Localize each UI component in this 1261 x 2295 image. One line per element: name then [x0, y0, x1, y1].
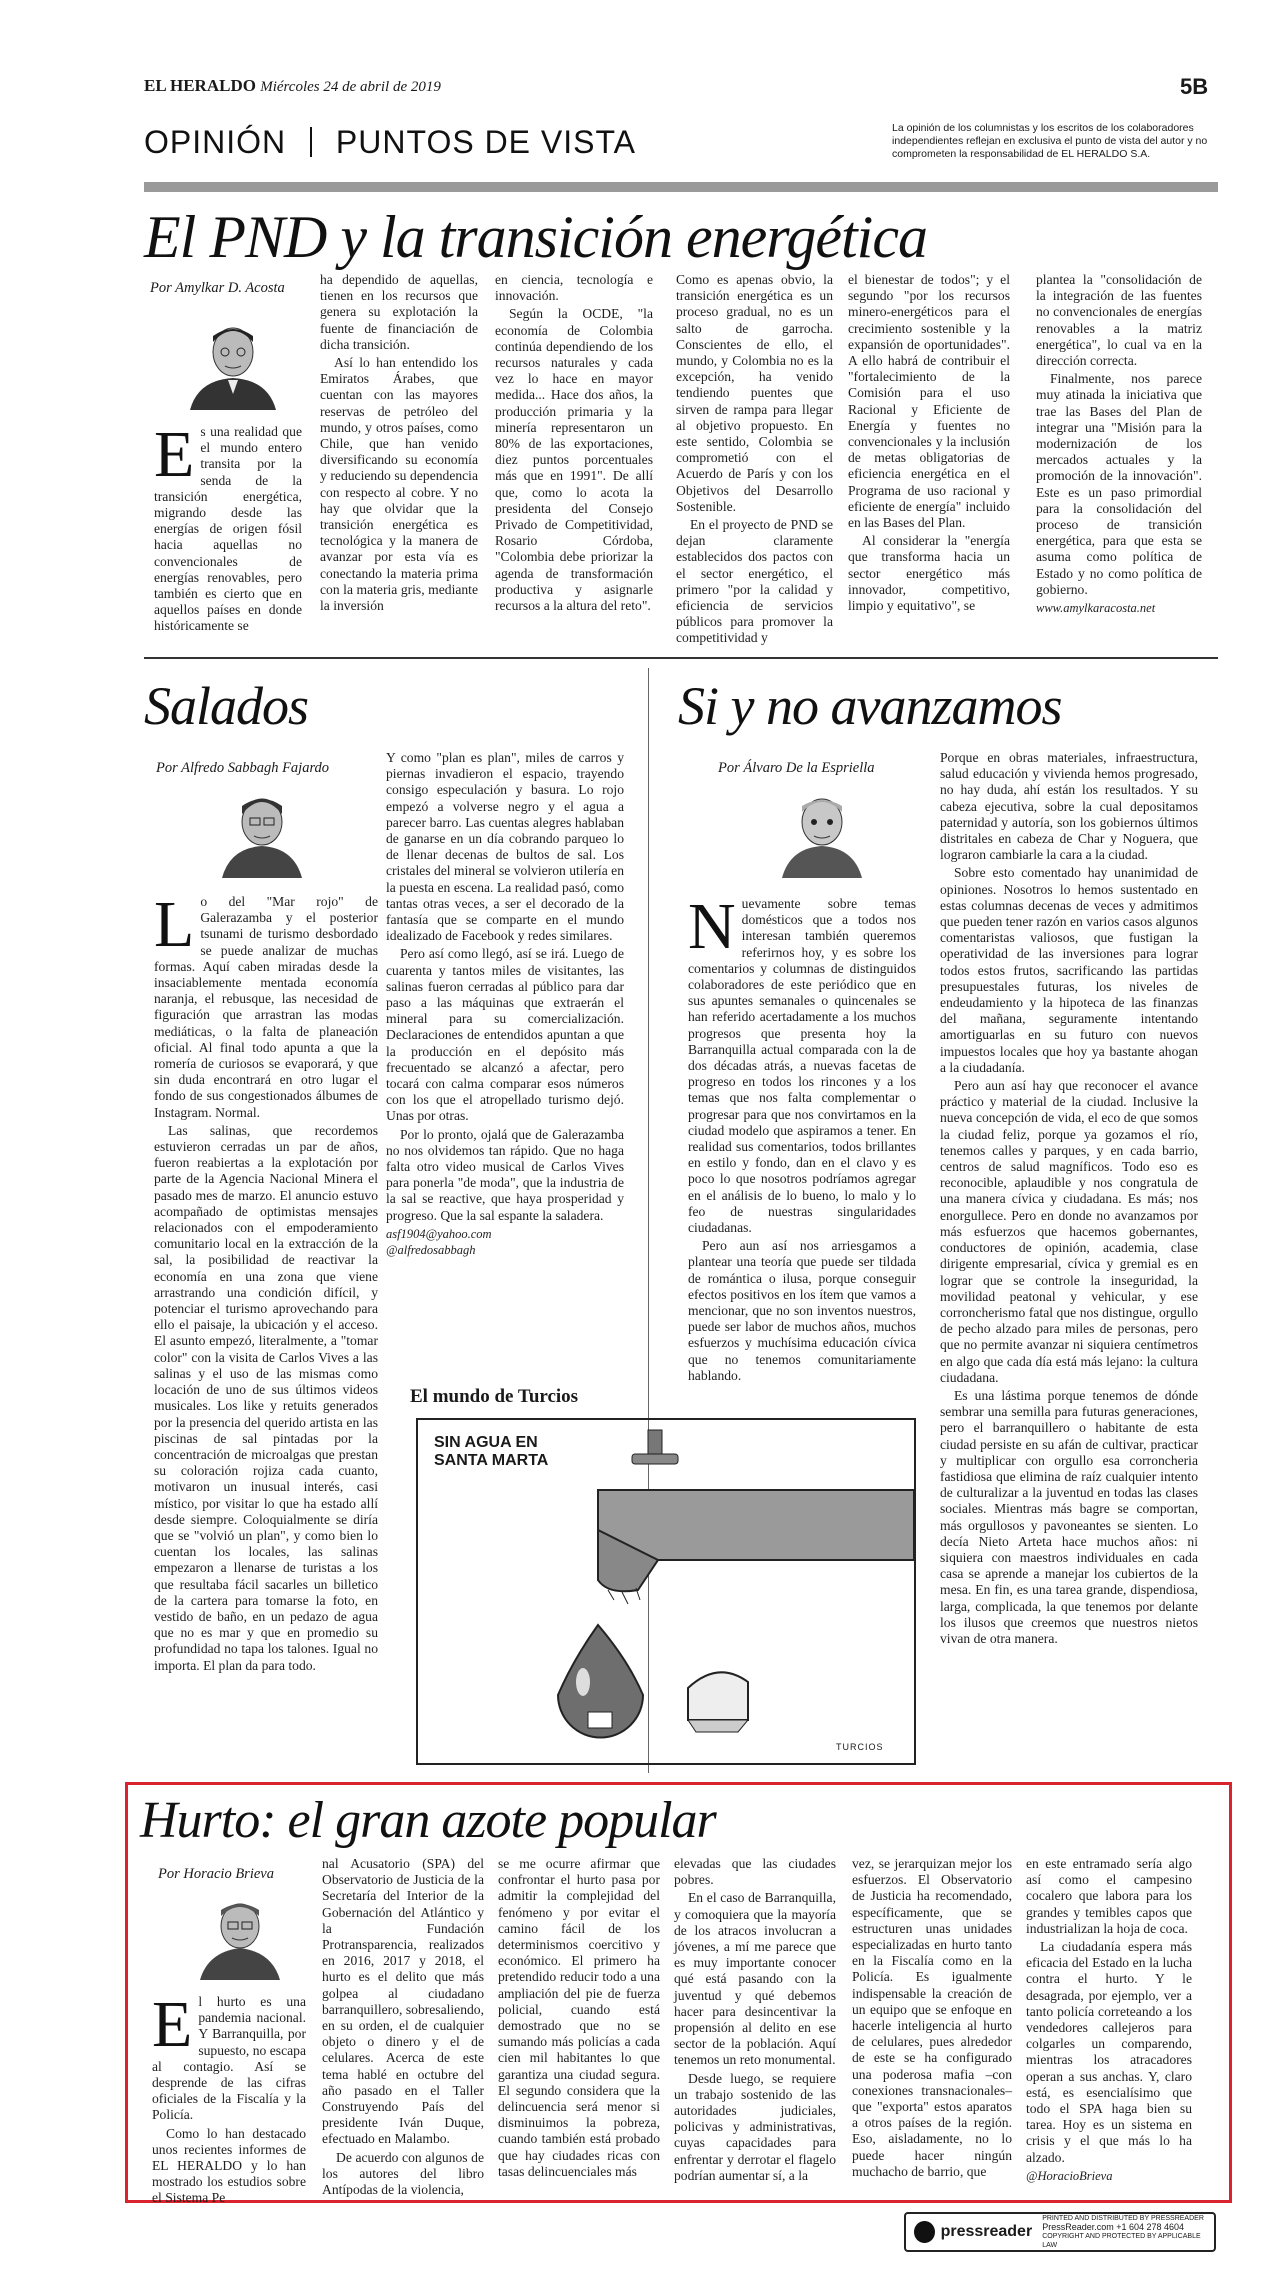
column-1	[154, 888, 378, 1676]
brand-line: PressReader.com +1 604 278 4604	[1042, 2222, 1185, 2232]
faucet-cartoon	[418, 1420, 914, 1763]
paragraph: vez, se jerarquizan mejor los esfuerzos. El Observatorio de Justicia ha recomendado, específicamente, que se estructuren unas unidades especializadas en hurto tanto en la Fiscalía como en la Policía. Es igualmente indispensable la creación de un equipo que se enfoque en hacerle inteligencia al hurto de celulares, pues alrededor de este se ha configurado una poderosa mafia –con conexiones transnacionales– que "exporta" estos aparatos a otros países de la región. Eso, aisladamente, no lo puede hacer ningún muchacho de barrio, que	[852, 1856, 1012, 2179]
section-title	[144, 124, 636, 161]
paragraph: Pero aun así hay que reconocer el avance práctico y material de la ciudad. Inclusive la nueva concepción de vida, el eco de que somos la ciudad feliz, porque ya gozamos el río, tenemos calles y parques, y en cada barrio, centros de salud magníficos. Todo eso es reconocible, aplaudible y nos congratula de una manera cívica y ciudadana. Es más; nos enorgullece. Pero en donde no avanzamos por más esfuerzos que hacemos gobernantes, conductores de opinión, academia, clase dirigente empresarial, cívica y gremial es en lograr que se controle la inseguridad, la movilidad peatonal y vehicular, y ese corroncherismo fatal que nos distingue, orgullo de pecho alzado para miles de personas, pero que no permite avanzar ni siquiera centímetros en algo que cada día está más lejano: la cultura ciudadana.	[940, 1078, 1198, 1385]
section-puntos: PUNTOS DE VISTA	[335, 124, 636, 160]
paragraph: en ciencia, tecnología e innovación.	[495, 272, 653, 304]
author-photo	[190, 1888, 290, 1980]
paragraph: Las salinas, que recordemos estuvieron cerradas un par de años, fueron reabiertas a la explotación por parte de la Agencia Nacional Minera el pasado mes de marzo. El anuncio estuvo acompañado de optimistas mensajes relacionados con el empoderamiento comunitario local en la extracción de la sal, la posibilidad de reactivar la economía en una zona que viene arrastrando una condición difícil, y potenciar el turismo aprovechando para ello el paisaje, la ubicación y el acceso. El asunto empezó, literalmente, a "tomar color" con la visita de Carlos Vives a las salinas y el uso de las mismas como locación de uno de sus últimos videos musicales. Los like y retuits generados por la presencia del querido artista en las piscinas de sal pintadas por la concentración de microalgas que prestan su coloración rojiza cada cuanto, motivaron un inusual interés, casi místico, por visitar lo que ha estado allí desde siempre. Coloquialmente se diría que se "volvió un plan", y como bien lo cuentan los locales, las salinas empezaron a llenarse de turistas a los que resultaba fácil sacarles un billetico de la cartera para tomarse la foto, en vestido de baño, en un pedazo de agua que no es mar y que en promedio su profundidad no tapa los talones. Igual no importa. El plan da para todo.	[154, 1122, 378, 1673]
article-title: El PND y la transición energética	[144, 204, 927, 270]
paragraph: nal Acusatorio (SPA) del Observatorio de Justicia de la Secretaría del Interior de la Gobernación del Atlántico y la Fundación Protransparencia, realizados en 2016, 2017 y 2018, el hurto es el delito que más golpea al ciudadano barranquillero, sobresaliendo, en su orden, el de cualquier objeto o dinero y el de celulares. Acerca de este tema hablé en octubre del año pasado en el Taller Construyendo País del presidente Iván Duque, efectuado en Malambo.	[322, 1856, 484, 2147]
issue-date: Miércoles 24 de abril de 2019	[260, 79, 441, 95]
paragraph: Como lo han destacado unos recientes informes de EL HERALDO y lo han mostrado los estudios sobre el Sistema Pe	[152, 2125, 306, 2206]
paragraph: elevadas que las ciudades pobres.	[674, 1856, 836, 1888]
column-4	[676, 272, 833, 649]
column-6	[1036, 272, 1202, 616]
cartoon-signature: TURCIOS	[836, 1742, 884, 1752]
author-photo	[212, 782, 312, 878]
masthead	[144, 76, 441, 96]
cartoon-caption: SIN AGUA EN SANTA MARTA	[434, 1434, 549, 1469]
column-2	[386, 750, 624, 1258]
column-4	[674, 1856, 836, 2186]
author-handle: @HoracioBrieva	[1026, 2168, 1113, 2183]
column-3	[498, 1856, 660, 2182]
column-5	[852, 1856, 1012, 2182]
pressreader-badge[interactable]	[904, 2212, 1216, 2252]
paragraph: Así lo han entendido los Emiratos Árabes, que cuentan con las mayores reservas de petróleo del mundo, y otros países, como Chile, que han venido diversificando su economía y reduciendo su dependencia con respecto al cobre. Y no hay que olvidar que la transición energética es tecnológica y la manera de avanzar por esta vía es conectando la materia prima con la materia gris, mediante la inversión	[320, 355, 478, 614]
byline: Por Amylkar D. Acosta	[150, 280, 285, 296]
brand-name: pressreader	[940, 2223, 1033, 2240]
column-1	[152, 1988, 306, 2209]
article-rule	[144, 657, 1218, 659]
paragraph: se me ocurre afirmar que confrontar el hurto pasa por admitir la complejidad del fenómeno y por evitar el camino fácil de los determinismos coercitivo y económico. El primero ha pretendido reducir todo a una ampliación del pie de fuerza policial, cuando está demostrado que no se sumando más policías a cada cien mil habitantes lo que garantiza una ciudad segura. El segundo considera que la delincuencia será menor si disminuimos la pobreza, cuando también está probado que hay ciudades ricas con tasas delincuenciales más	[498, 1856, 660, 2179]
header-rule	[144, 182, 1218, 192]
disclaimer: La opinión de los columnistas y los escritos de los colaboradores independientes reflejan en exclusiva el punto de vista del autor y no comprometen la responsabilidad de EL HERALDO S.A.	[892, 122, 1208, 160]
pressreader-logo	[914, 2221, 935, 2243]
cartoon-frame	[416, 1418, 916, 1765]
paragraph: La ciudadanía espera más eficacia del Estado en la lucha contra el hurto. Y le desagrada, por ejemplo, ver a tanto policía correteando a los vendedores callejeros para colgarles un comparendo, mientras los atracadores operan a sus anchas. Y, claro está, es esencialísimo que todo el SPA haga bien su tarea. Hoy es un sistema en crisis y el que más lo ha alzado.	[1026, 1939, 1192, 2165]
paragraph: plantea la "consolidación de la integración de las fuentes no convencionales de energías renovables a la matriz energética", lo cual va en la dirección correcta.	[1036, 272, 1202, 369]
column-1	[688, 890, 916, 1386]
paragraph: Sobre esto comentado hay unanimidad de opiniones. Nosotros lo hemos sustentado en estas columnas decenas de veces y admitimos que pueden tener razón en varios casos algunos comentaristas valiosos, que fustigan la operatividad de las inversiones para lograr todos estos frutos, sacrificando las partidas presupuestales futuras, los niveles de endeudamiento y la hipoteca de las finanzas del mañana, seguramente intentando amortiguarlas en su futuro con nuevos impuestos locales que hoy ya bastante ahogan a la ciudadanía.	[940, 865, 1198, 1075]
author-photo	[772, 782, 872, 878]
paragraph: Finalmente, nos parece muy atinada la iniciativa que trae las Bases del Plan de integrar una "Misión para la modernización de los mercados actuales y la promoción de la innovación". Este es un paso primordial para la consolidación del proceso de transición energética, para que esta se asuma como política de Estado y no como política de gobierno.	[1036, 371, 1202, 597]
column-3	[495, 272, 653, 616]
paragraph: Como es apenas obvio, la transición energética es un proceso gradual, no es un salto de garrocha. Conscientes de ello, el mundo, y Colombia no es la excepción, ha venido tendiendo puentes que sirven de rampa para llegar al objetivo propuesto. En este sentido, Colombia se comprometió con el Acuerdo de París y con los Objetivos del Desarrollo Sostenible.	[676, 272, 833, 514]
author-handle: @alfredosabbagh	[386, 1243, 476, 1258]
paragraph: En el proyecto de PND se dejan claramente establecidos dos pactos con el sector energético, el primero "por la calidad y eficiencia de servicios públicos para promover la competitividad y	[676, 517, 833, 646]
paragraph: Pero aun así nos arriesgamos a plantear una teoría que puede ser tildada de romántica o ilusa, porque conseguir efectos positivos en los ítem que vamos a mencionar, que no son inventos nuestros, puede ser labor de muchos años, muchos esfuerzos y muchísima educación cívica que no tenemos comunitariamente hablando.	[688, 1238, 916, 1383]
paragraph: Según la OCDE, "la economía de Colombia continúa dependiendo de los recursos naturales y cada vez lo hace en mayor medida... Hace dos años, la producción primaria y la minería representaron un 80% de las exportaciones, diez puntos porcentuales más que en 1991". De allí que, como lo acota la presidenta del Consejo Privado de Competitividad, Rosario Córdoba, "Colombia debe priorizar la agenda de transformación productiva y asignarle recursos a la altura del reto".	[495, 306, 653, 614]
paragraph: Desde luego, se requiere un trabajo sostenido de las autoridades judiciales, policivas y administrativas, cuyas capacidades para enfrentar y derrotar el flagelo podrían aumentar sí, a la	[674, 2070, 836, 2183]
section-opinion: OPINIÓN	[144, 124, 287, 160]
cartoon-title: El mundo de Turcios	[410, 1386, 579, 1407]
paper-name: EL HERALDO	[144, 76, 256, 95]
column-2	[940, 750, 1198, 1649]
article-title: Hurto: el gran azote popular	[140, 1792, 716, 1849]
paragraph: Pero así como llegó, así se irá. Luego de cuarenta y tantos miles de visitantes, las salinas fueron cerradas al público para dar paso a las máquinas que extraerán el mineral para su comercialización. Declaraciones de entendidos apuntan a que la producción en el depósito más frecuentado se alcanzó a afectar, pero tocará con calma comparar esos números con los que el atropellado turismo dejó. Unas por otras.	[386, 946, 624, 1124]
page-number: 5B	[1180, 74, 1209, 99]
paragraph: o del "Mar rojo" de Galerazamba y el posterior tsunami de turismo desbordado se puede analizar de muchas formas. Aquí caben miradas desde la insaciablemente mentada economía naranja, el rebusque, las necesidad de figuración que arrastran las modas mediáticas, o la falta de planeación oficial. Al final todo apunta a que la romería de curiosos se evaporará, y que sin duda encontrará en otro lugar el fondo de sus congestionados álbumes de Instagram. Normal.	[154, 894, 378, 1120]
author-url: www.amylkaracosta.net	[1036, 601, 1156, 616]
paragraph: Al considerar la "energía que transforma hacia un sector energético más innovador, competitivo, limpio y equitativo", se	[848, 533, 1010, 614]
byline: Por Alfredo Sabbagh Fajardo	[156, 760, 330, 776]
paragraph: s una realidad que el mundo entero transita por la senda de la transición energética, migrando desde las energías de origen fósil hacia aquellas no convencionales de energías renovables, pero también es cierto que en aquellos países en donde históricamente se	[154, 424, 302, 634]
paragraph: uevamente sobre temas domésticos que a todos nos interesan también queremos referirnos hoy, y es sobre los comentarios y columnas de distinguidos colaboradores de este periódico que en sus apuntes semanales o quincenales se han referido acertadamente a los muchos progresos que presenta hoy la Barranquilla actual comparada con la de dos décadas atrás, a nuevas facetas de progreso en todos los rincones y a los temas que nos falta complementar o progresar para que nos convirtamos en la ciudad modelo que aspiramos a tener. En realidad sus comentarios, todos brillantes en estilo y fondo, dan en el clavo y es poco lo que nosotros podríamos agregar en el análisis de lo bueno, lo malo y lo feo de nuestras singularidades ciudadanas.	[688, 896, 916, 1236]
brand-line: COPYRIGHT AND PROTECTED BY APPLICABLE LAW	[1042, 2233, 1201, 2249]
paragraph: Es una lástima porque tenemos de dónde sembrar una semilla para futuras generaciones, pero el barranquillero o habitante de esta ciudad persiste en su afán de cultivar, practicar y multiplicar con orgullo esa corroncheria fastidiosa que elimina de raíz cualquier intento de culturalizar a la juventud en todas las clases sociales. Mientras más bagre se comportan, más orgullosos y pavoneantes se sienten. Lo decía Nieto Arteta hace muchos años: ni siquiera con maestros individuales en cada casa se aprende a manejar los cubiertos de la mesa. En fin, es una tarea grande, dispendiosa, larga, complicada, la que tenemos por delante los ilusos que creemos que nuestros nietos vivan de otra manera.	[940, 1387, 1198, 1646]
paragraph: Y como "plan es plan", miles de carros y piernas invadieron el espacio, trayendo consigo especulación y basura. Lo rojo empezó a volverse negro y el agua a parecer barro. Las cuentas alegres hablaban de ganarse en un día cobrando parqueo lo de llenar decenas de bultos de sal. Los cristales del mineral se volvieron utilería en la puesta en escena. La realidad pasó, como tantas otras veces, a ser el decorado de la fantasía que se comparte en el mundo idealizado de Facebook y redes similares.	[386, 750, 624, 944]
column-5	[848, 272, 1010, 616]
drop-cap: E	[154, 418, 195, 491]
drop-cap: E	[152, 1988, 193, 2061]
brand-line: PRINTED AND DISTRIBUTED BY PRESSREADER	[1042, 2215, 1204, 2222]
paragraph: en este entramado sería algo así como el campesino cocalero que labora para los grandes y temibles capos que industrializan la hoja de coca.	[1026, 1856, 1192, 1936]
byline: Por Álvaro De la Espriella	[718, 760, 875, 776]
drop-cap: L	[154, 888, 195, 961]
column-2	[322, 1856, 484, 2200]
paragraph: De acuerdo con algunos de los autores del libro Antípodas de la violencia,	[322, 2149, 484, 2198]
column-2	[320, 272, 478, 616]
paragraph: l hurto es una pandemia nacional. Y Barranquilla, por supuesto, no escapa al contagio. Así se desprende de las cifras oficiales de la Fiscalía y la Policía.	[152, 1994, 306, 2123]
drop-cap: N	[688, 890, 736, 963]
author-photo	[178, 310, 288, 410]
column-1	[154, 418, 302, 635]
author-email: asf1904@yahoo.com	[386, 1226, 492, 1241]
paragraph: Por lo pronto, ojalá que de Galerazamba no nos olvidemos tan rápido. Que no haga falta otro video musical de Carlos Vives para ponerla "de moda", que la industria de la sal se reactive, que haya prosperidad y progreso. Que la sal espante la saladera.	[386, 1126, 624, 1223]
byline: Por Horacio Brieva	[158, 1866, 274, 1882]
paragraph: Porque en obras materiales, infraestructura, salud educación y vivienda hemos progresado, no hay duda, ahí están los resultados. Y su cabeza ejecutiva, sobre la cual depositamos paternidad y autoría, son los gobiernos últimos distritales en cabeza de Char y Noguera, que lograron cambiarle la cara a la ciudad.	[940, 750, 1198, 863]
paragraph: el bienestar de todos"; y el segundo "por los recursos minero-energéticos para el crecimiento sostenible y la expansión de oportunidades". A ello habrá de contribuir el "fortalecimiento de la Comisión para el uso Racional y Eficiente de Energía y fuentes no convencionales y la inclusión de metas obligatorias de eficiencia energética en el Programa de uso racional y eficiente de energía" incluido en las Bases del Plan.	[848, 272, 1010, 531]
paragraph: En el caso de Barranquilla, y comoquiera que la mayoría de los atracos involucran a jóvenes, a mí me parece que es muy importante conocer qué está pasando con la juventud y qué debemos hacer para desincentivar la propensión al delito en ese sector de la población. Aquí tenemos un reto monumental.	[674, 1890, 836, 2068]
article-title: Si y no avanzamos	[678, 676, 1062, 736]
column-6	[1026, 1856, 1192, 2184]
article-title: Salados	[144, 676, 309, 736]
brand-info	[1042, 2214, 1206, 2250]
paragraph: ha dependido de aquellas, tienen en los recursos que genera su explotación la fuente de financiación de dicha transición.	[320, 272, 478, 352]
